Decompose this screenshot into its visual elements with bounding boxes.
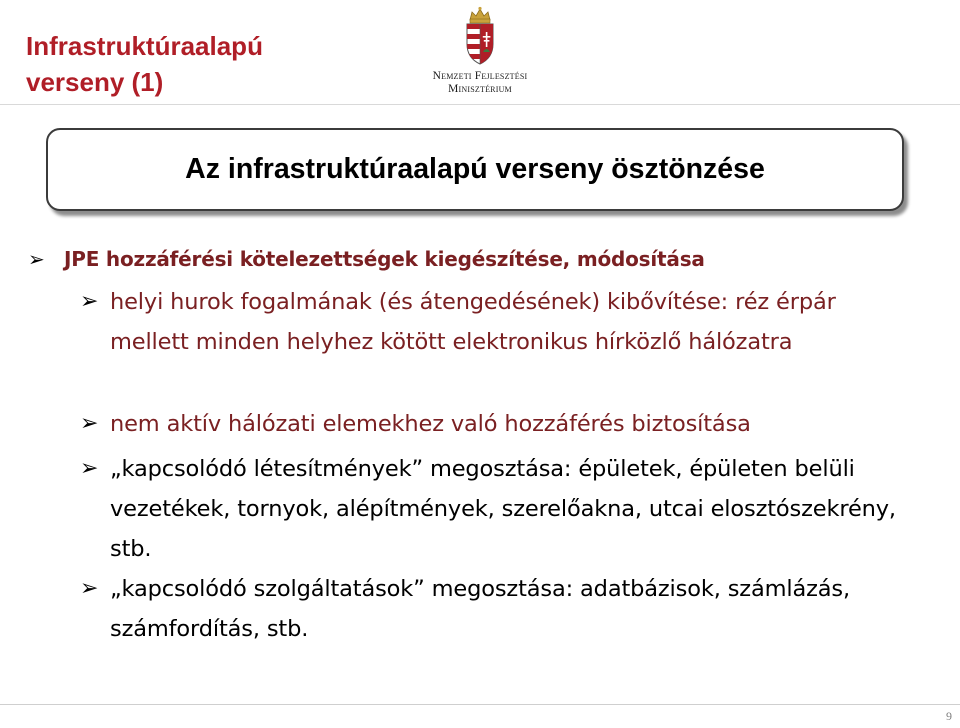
sub-bullet-3: [80, 449, 920, 569]
ministry-logo-line2: Minisztérium: [448, 83, 512, 95]
sub-bullet-4: [80, 569, 920, 649]
ministry-logo-line1: Nemzeti Fejlesztési: [432, 70, 528, 82]
sub-bullet-text: helyi hurok fogalmának (és átengedésének) kibővítése: réz érpár mellett minden helyhez kötött elektronikus hírközlő hálózatra: [110, 289, 836, 355]
arrow-bullet-icon: ➢: [80, 576, 99, 601]
sub-bullet-2: [80, 404, 920, 444]
main-bullet-text: JPE hozzáférési kötelezettségek kiegészítése, módosítása: [64, 247, 705, 271]
arrow-bullet-icon: ➢: [80, 411, 99, 436]
subtitle-text: Az infrastruktúraalapú verseny ösztönzése: [185, 153, 765, 185]
sub-bullet-text: nem aktív hálózati elemekhez való hozzáférés biztosítása: [110, 411, 751, 437]
arrow-bullet-icon: ➢: [28, 247, 45, 271]
arrow-bullet-icon: ➢: [80, 456, 99, 481]
footer-divider: [0, 704, 960, 705]
sub-bullet-1: [80, 282, 920, 362]
slide-title-line1: Infrastruktúraalapú: [26, 31, 263, 61]
page-number: 9: [946, 709, 952, 723]
sub-bullet-text: „kapcsolódó szolgáltatások” megosztása: adatbázisok, számlázás, számfordítás, stb.: [110, 576, 850, 642]
sub-bullet-text: „kapcsolódó létesítmények” megosztása: épületek, épületen belüli vezetékek, tornyok, alépítmények, szerelőakna, utcai elosztószekrény, stb.: [110, 456, 896, 562]
slide-title-line2: verseny (1): [26, 67, 164, 97]
arrow-bullet-icon: ➢: [80, 289, 99, 314]
